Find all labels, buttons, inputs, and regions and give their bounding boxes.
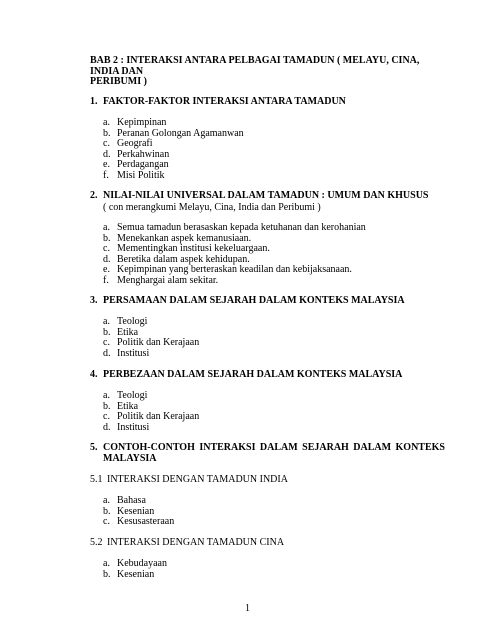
- subsection-number: 5.2: [90, 537, 103, 548]
- list-text: Semua tamadun berasaskan kepada ketuhanan dan kerohanian: [117, 222, 366, 233]
- list-text: Etika: [117, 326, 139, 338]
- section-title-line-2: MALAYSIA: [103, 452, 157, 464]
- list-text: Perdagangan: [117, 159, 169, 170]
- list-marker: a.: [103, 390, 110, 401]
- list-marker: a.: [103, 558, 110, 569]
- list-text: Peranan Golongan Agamanwan: [117, 127, 244, 139]
- list-marker: f.: [103, 274, 109, 286]
- list-item: [103, 276, 366, 287]
- section-4-heading: [90, 370, 450, 381]
- list-text: Geografi: [117, 138, 153, 149]
- list-item: [103, 423, 199, 434]
- list-text: Kepimpinan: [117, 117, 167, 128]
- section-4-list: [103, 391, 199, 433]
- list-marker: c.: [103, 138, 110, 149]
- list-text: Bahasa: [117, 495, 146, 506]
- subsection-number: 5.1: [90, 474, 103, 485]
- list-marker: a.: [103, 495, 110, 506]
- list-marker: f.: [103, 169, 109, 181]
- section-5-heading: [90, 443, 450, 464]
- list-text: Etika: [117, 400, 139, 412]
- list-item: [103, 517, 174, 528]
- list-text: Menghargai alam sekitar.: [117, 274, 219, 286]
- list-text: Mementingkan institusi kekeluargaan.: [117, 243, 270, 254]
- list-text: Misi Politik: [117, 169, 165, 181]
- list-marker: b.: [103, 326, 111, 338]
- section-3-heading: [90, 296, 450, 307]
- list-marker: c.: [103, 411, 110, 422]
- list-marker: b.: [103, 568, 111, 580]
- list-text: Institusi: [117, 421, 150, 433]
- list-text: Politik dan Kerajaan: [117, 411, 200, 422]
- list-marker: b.: [103, 127, 111, 139]
- subsection-5-2-list: [103, 559, 167, 580]
- page-number: 1: [245, 603, 250, 614]
- section-title: FAKTOR-FAKTOR INTERAKSI ANTARA TAMADUN: [103, 96, 346, 107]
- list-marker: d.: [103, 148, 111, 160]
- section-3-list: [103, 317, 199, 359]
- section-number: 1.: [90, 96, 98, 107]
- list-text: Kesenian: [117, 505, 155, 517]
- section-title: NILAI-NILAI UNIVERSAL DALAM TAMADUN : UMUM DAN KHUSUS: [103, 190, 429, 201]
- list-marker: c.: [103, 516, 110, 527]
- subsection-5-1-heading: [90, 475, 288, 486]
- section-1-heading: [90, 97, 450, 108]
- list-item: [103, 570, 167, 581]
- section-number: 4.: [90, 369, 98, 380]
- section-2-list: [103, 223, 366, 286]
- list-item: [103, 171, 244, 182]
- subsection-5-2-heading: [90, 538, 284, 549]
- chapter-title: [90, 56, 447, 88]
- list-marker: b.: [103, 505, 111, 517]
- list-text: Teologi: [117, 316, 148, 327]
- list-marker: c.: [103, 337, 110, 348]
- list-text: Kesusasteraan: [117, 516, 175, 527]
- list-item: [103, 349, 199, 360]
- list-marker: a.: [103, 222, 110, 233]
- list-marker: d.: [103, 253, 111, 265]
- section-title-line-1: CONTOH-CONTOH INTERAKSI DALAM SEJARAH DALAM KONTEKS: [103, 442, 445, 453]
- subsection-title: INTERAKSI DENGAN TAMADUN CINA: [107, 537, 285, 548]
- list-marker: a.: [103, 316, 110, 327]
- list-text: Institusi: [117, 347, 150, 359]
- list-marker: a.: [103, 117, 110, 128]
- list-text: Kesenian: [117, 568, 155, 580]
- section-1-list: [103, 118, 244, 181]
- list-text: Perkahwinan: [117, 148, 170, 160]
- list-text: Beretika dalam aspek kehidupan.: [117, 253, 250, 265]
- list-marker: d.: [103, 347, 111, 359]
- section-title: PERBEZAAN DALAM SEJARAH DALAM KONTEKS MALAYSIA: [103, 369, 403, 380]
- section-number: 5.: [90, 442, 98, 453]
- list-marker: d.: [103, 421, 111, 433]
- section-title: PERSAMAAN DALAM SEJARAH DALAM KONTEKS MALAYSIA: [103, 295, 405, 306]
- section-2-heading: [90, 191, 450, 202]
- list-text: Kebudayaan: [117, 558, 167, 569]
- list-text: Kepimpinan yang berteraskan keadilan dan kebijaksanaan.: [117, 264, 352, 275]
- section-number: 3.: [90, 295, 98, 306]
- list-text: Politik dan Kerajaan: [117, 337, 200, 348]
- subsection-title: INTERAKSI DENGAN TAMADUN INDIA: [107, 474, 288, 485]
- list-text: Menekankan aspek kemanusiaan.: [117, 232, 252, 244]
- subsection-5-1-list: [103, 496, 174, 528]
- section-2-note: ( con merangkumi Melayu, Cina, India dan Peribumi ): [103, 202, 321, 213]
- chapter-title-line-2: PERIBUMI ): [90, 76, 147, 87]
- chapter-title-line-1: BAB 2 : INTERAKSI ANTARA PELBAGAI TAMADUN ( MELAYU, CINA, INDIA DAN: [90, 55, 420, 77]
- list-marker: b.: [103, 232, 111, 244]
- list-marker: e.: [103, 264, 110, 275]
- list-marker: e.: [103, 159, 110, 170]
- list-text: Teologi: [117, 390, 148, 401]
- list-marker: b.: [103, 400, 111, 412]
- section-number: 2.: [90, 190, 98, 201]
- list-marker: c.: [103, 243, 110, 254]
